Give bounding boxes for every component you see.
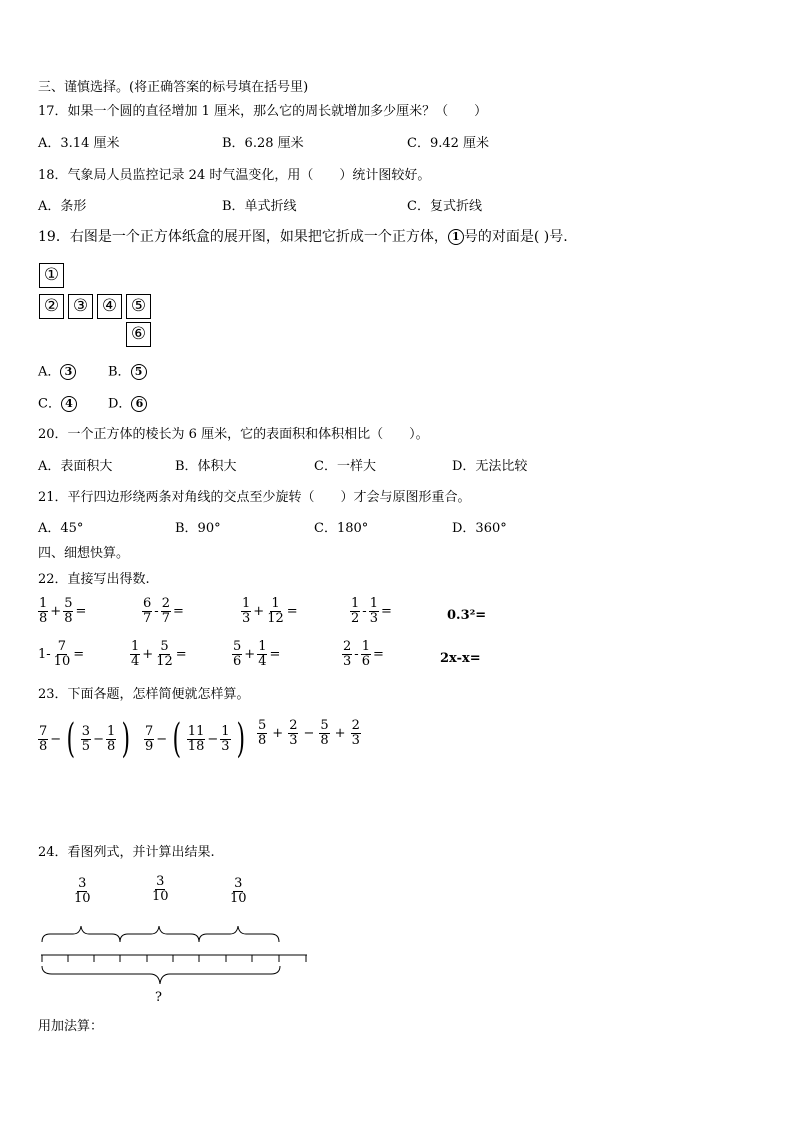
denominator: 8 (258, 733, 267, 748)
q19-text-a: 19．右图是一个正方体纸盒的展开图，如果把它折成一个正方体， (38, 229, 448, 245)
bottom-brace (42, 966, 280, 984)
net-cell-6: ⑥ (126, 322, 151, 347)
q17-text: 17．如果一个圆的直径增加 1 厘米，那么它的周长就增加多少厘米？（ ） (38, 104, 488, 119)
denominator: 12 (156, 654, 173, 669)
denominator: 3 (351, 733, 360, 748)
operator: + (253, 604, 265, 619)
equals: = (172, 604, 184, 619)
q18-option-a[interactable]: A．条形 (38, 199, 87, 214)
net-cell-2: ② (39, 294, 64, 319)
q20-text: 20．一个正方体的棱长为 6 厘米，它的表面积和体积相比（ ）。 (38, 427, 429, 442)
denominator: 6 (361, 654, 370, 669)
q23-expr-1: $\frac{7}{8}$ − ( $\frac{3}{5}$ − $\frac{1}{8}$ ) (39, 716, 131, 762)
section4-title: 四、细想快算。 (38, 546, 130, 561)
numerator: 2 (161, 596, 170, 611)
equals: = (286, 604, 298, 619)
q19-option-b-circle: 5 (131, 364, 147, 380)
denominator: 7 (143, 611, 152, 626)
q22-expr-r2-5: 2x-x= (440, 651, 481, 666)
operator: + (142, 647, 154, 662)
numerator: 1 (131, 639, 140, 654)
denominator: 8 (39, 738, 48, 754)
denominator: 3 (289, 733, 298, 748)
equals: = (380, 604, 392, 619)
denominator: 8 (64, 611, 73, 626)
q18-text: 18．气象局人员监控记录 24 时气温变化，用（ ）统计图较好。 (38, 168, 431, 183)
denominator: 9 (145, 738, 154, 754)
numerator: 1 (271, 596, 280, 611)
q19-circle-number: 1 (448, 229, 464, 245)
equals: = (372, 647, 384, 662)
numerator: 1 (106, 723, 116, 739)
numerator: 5 (160, 639, 169, 654)
q20-option-a[interactable]: A．表面积大 (38, 459, 113, 474)
operator: + (244, 647, 256, 662)
q23-expr-2: $\frac{7}{9}$ − ( $\frac{11}{18}$ − $\frac{1}{3}$ ) (145, 716, 245, 762)
q19-option-d-circle: 6 (131, 396, 147, 412)
q18-option-c[interactable]: C．复式折线 (407, 199, 482, 214)
numerator: 2 (351, 718, 360, 733)
numerator: 7 (57, 639, 67, 654)
denominator: 6 (233, 654, 242, 669)
numerator: 2 (343, 639, 352, 654)
numerator: 6 (143, 596, 152, 611)
denominator: 4 (258, 654, 267, 669)
numerator: 3 (78, 876, 87, 891)
denominator: 10 (74, 891, 91, 906)
operator: - (362, 604, 367, 619)
q21-option-d[interactable]: D．360° (452, 521, 507, 536)
q17-option-a[interactable]: A．3.14 厘米 (38, 136, 120, 151)
q17-option-c[interactable]: C．9.42 厘米 (407, 136, 490, 151)
ticks (42, 955, 306, 962)
numerator: 1 (361, 639, 370, 654)
denominator: 3 (221, 738, 230, 754)
net-cell-1: ① (39, 263, 64, 288)
answer-label: 用加法算： (38, 1019, 104, 1034)
numerator: 7 (39, 723, 48, 739)
denominator: 3 (343, 654, 352, 669)
q19-option-a-circle: 3 (60, 364, 76, 380)
q22-expr-r1-5: 0.3²= (447, 608, 487, 623)
numerator: 1 (258, 639, 267, 654)
q21-option-a[interactable]: A．45° (38, 521, 84, 536)
operator: - (154, 604, 159, 619)
q20-option-d[interactable]: D．无法比较 (452, 459, 528, 474)
numerator: 5 (233, 639, 242, 654)
denominator: 3 (369, 611, 378, 626)
net-cell-5: ⑤ (126, 294, 151, 319)
q17-option-b[interactable]: B．6.28 厘米 (222, 136, 304, 151)
equals: = (175, 647, 187, 662)
net-cell-3: ③ (68, 294, 93, 319)
q20-option-c[interactable]: C．一样大 (314, 459, 376, 474)
q23-expr-3: $\frac{5}{8}$ + $\frac{2}{3}$ − $\frac{5}{8}$ + $\frac{2}{3}$ (258, 718, 360, 748)
equals: = (75, 604, 87, 619)
q19-option-d-letter: D． (108, 396, 132, 412)
denominator: 10 (53, 654, 71, 669)
net-cell-4: ④ (97, 294, 122, 319)
section3-title: 三、谨慎选择。(将正确答案的标号填在括号里) (38, 80, 309, 95)
numerator: 1 (39, 596, 48, 611)
numerator: 3 (234, 876, 243, 891)
q19-option-b-letter: B． (108, 364, 131, 380)
q20-option-b[interactable]: B．体积大 (175, 459, 237, 474)
equals: = (73, 647, 85, 662)
question-mark: ? (155, 990, 162, 1005)
q23-text: 23．下面各题，怎样简便就怎样算。 (38, 687, 250, 702)
numerator: 1 (351, 596, 360, 611)
denominator: 18 (187, 738, 205, 754)
denominator: 5 (81, 738, 91, 754)
numerator: 11 (187, 723, 205, 739)
numerator: 7 (145, 723, 154, 739)
numerator: 3 (81, 723, 91, 739)
numerator: 1 (369, 596, 378, 611)
denominator: 10 (230, 891, 247, 906)
top-brace-1 (42, 926, 120, 942)
top-brace-2 (120, 926, 199, 942)
q24-text: 24．看图列式，并计算出结果. (38, 845, 215, 860)
numerator: 5 (320, 718, 329, 733)
denominator: 8 (39, 611, 48, 626)
numerator: 5 (64, 596, 73, 611)
numerator: 2 (289, 718, 298, 733)
numerator: 1 (242, 596, 251, 611)
denominator: 10 (152, 889, 169, 904)
denominator: 7 (161, 611, 170, 626)
denominator: 2 (351, 611, 360, 626)
equals: = (269, 647, 281, 662)
numerator: 3 (156, 874, 165, 889)
q18-option-b[interactable]: B．单式折线 (222, 199, 297, 214)
operator: - (354, 647, 359, 662)
denominator: 8 (106, 738, 116, 754)
numerator: 1 (221, 723, 230, 739)
q19-option-a-letter: A． (38, 364, 61, 380)
denominator: 3 (242, 611, 251, 626)
denominator: 12 (267, 611, 284, 626)
prefix: 1- (38, 647, 51, 662)
denominator: 8 (320, 733, 329, 748)
q22-text: 22．直接写出得数. (38, 572, 150, 587)
q19-option-c-letter: C． (38, 396, 61, 412)
q21-option-c[interactable]: C．180° (314, 521, 369, 536)
denominator: 4 (131, 654, 140, 669)
top-brace-3 (199, 926, 279, 942)
q19-text-b: 号的对面是( )号. (463, 229, 568, 245)
q21-text: 21．平行四边形绕两条对角线的交点至少旋转（ ）才会与原图形重合。 (38, 490, 471, 505)
q21-option-b[interactable]: B．90° (175, 521, 221, 536)
operator: + (50, 604, 62, 619)
numerator: 5 (258, 718, 267, 733)
q19-option-c-circle: 4 (61, 396, 77, 412)
